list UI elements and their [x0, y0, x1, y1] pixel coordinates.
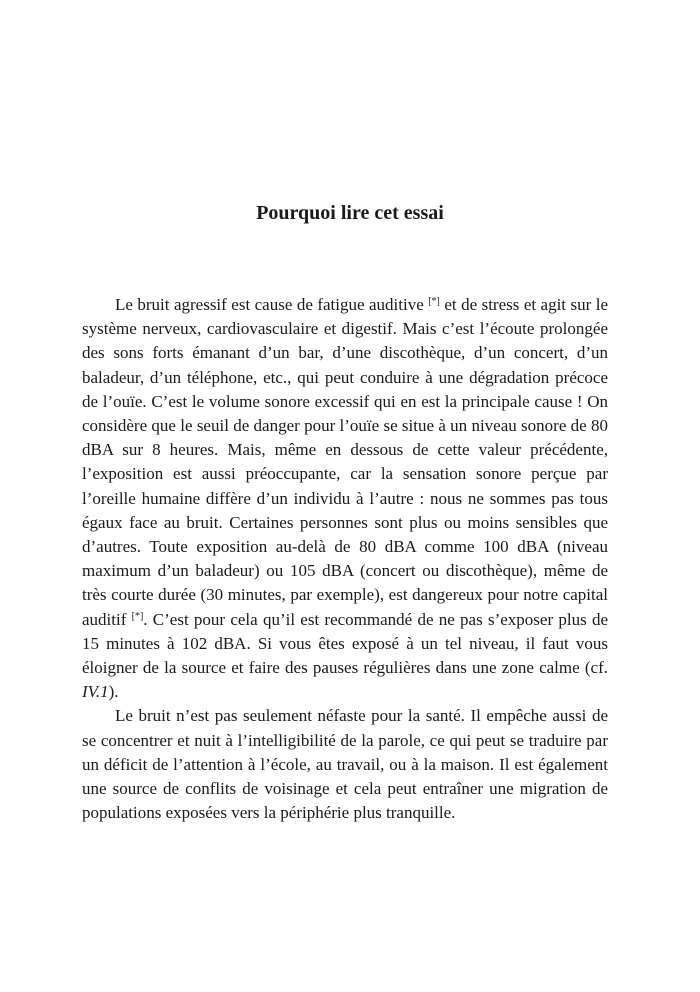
- section-reference: IV.1: [82, 682, 109, 702]
- text-segment: et de stress et agit sur le système nerveux, cardiovasculaire et digestif. Mais c’est l’écoute prolongée des sons forts émanant d’un bar, d’une discothèque, d’un concert, d’un baladeur, d’un téléphone, etc., qui peut conduire à une dégradation précoce de l’ouïe. C’est le volume sonore excessif qui en est la principale cause ! On considère que le seuil de danger pour l’ouïe se situe à un niveau sonore de 80 dBA sur 8 heures. Mais, même en dessous de cette valeur précédente, l’exposition est aussi préoccupante, car la sensation sonore perçue par l’oreille humaine diffère d’un individu à l’autre : nous ne sommes pas tous égaux face au bruit. Certaines personnes sont plus ou moins sensibles que d’autres. Toute exposition au-delà de 80 dBA comme 100 dBA (niveau maximum d’un baladeur) ou 105 dBA (concert ou discothèque), même de très courte durée (30 minutes, par exemple), est dangereux pour notre capital auditif: [82, 295, 608, 629]
- essay-body: [82, 293, 608, 825]
- footnote-marker[interactable]: [*]: [131, 610, 144, 622]
- footnote-marker[interactable]: [*]: [428, 296, 440, 307]
- paragraph-2: [82, 704, 608, 825]
- paragraph-1: [82, 293, 608, 704]
- text-segment: Le bruit agressif est cause de fatigue auditive: [115, 295, 429, 314]
- text-segment: Le bruit n’est pas seulement néfaste pour la santé. Il empêche aussi de se concentrer et nuit à l’intelligibilité de la parole, ce qui peut se traduire par un déficit de l’attention à l’école, au travail, ou à la maison. Il est également une source de conflits de voisinage et cela peut entraîner une migration de populations exposées vers la périphérie plus tranquille.: [82, 706, 608, 823]
- text-segment: ).: [108, 682, 119, 702]
- text-segment: . C’est pour cela qu’il est recommandé de ne pas s’exposer plus de 15 minutes à 102 dBA. Si vous êtes exposé à un tel niveau, il faut vous éloigner de la source et faire des pauses régulières dans une zone calme (cf.: [82, 609, 608, 678]
- page-title: Pourquoi lire cet essai: [256, 202, 444, 224]
